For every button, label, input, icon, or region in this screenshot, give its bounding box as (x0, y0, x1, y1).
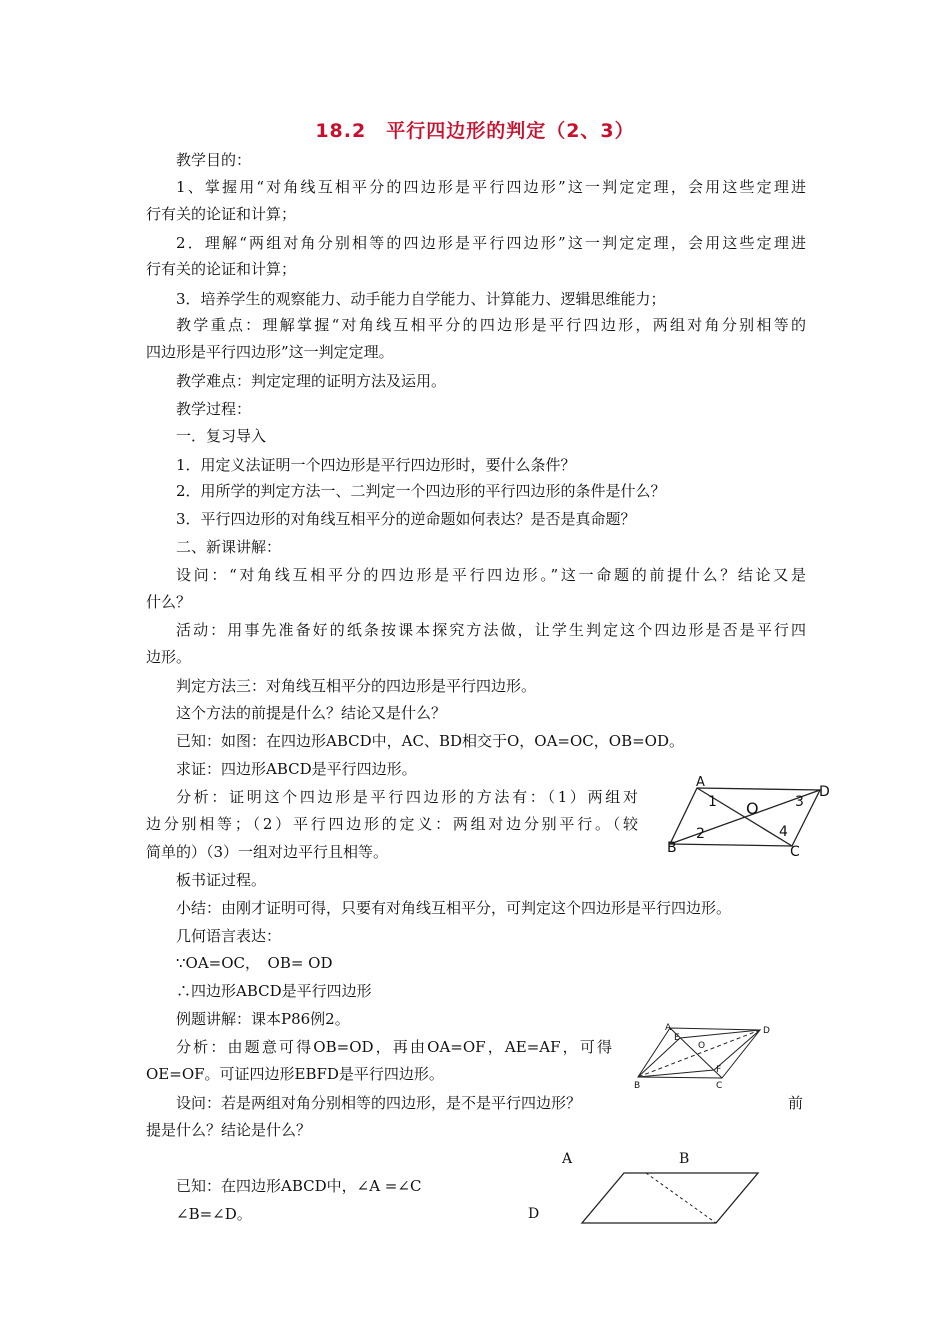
text-line: 3．培养学生的观察能力、动手能力自学能力、计算能力、逻辑思维能力； (176, 290, 666, 308)
text-line: 行有关的论证和计算； (146, 260, 297, 278)
text-line: 提是什么？结论是什么？ (146, 1121, 312, 1139)
text-line: 1．用定义法证明一个四边形是平行四边形时，要什么条件？ (176, 456, 576, 474)
text-line: 二、新课讲解： (176, 538, 282, 556)
angle-label-2: 2 (696, 826, 705, 842)
text-line: ∵OA=OC， OB= OD (176, 954, 333, 972)
text-line: 判定方法三：对角线互相平分的四边形是平行四边形。 (176, 677, 537, 695)
text-line: 教学难点：判定定理的证明方法及运用。 (176, 372, 447, 390)
text-line: 几何语言表达： (176, 927, 282, 945)
label-b: B (667, 840, 677, 856)
label-a: A (562, 1151, 573, 1167)
text-line: 例题讲解：课本P86例2。 (176, 1010, 350, 1028)
text-line: 1、掌握用“对角线互相平分的四边形是平行四边形”这一判定定理，会用这些定理进 (176, 178, 806, 196)
text-line: 什么？ (146, 593, 192, 611)
label-d: D (528, 1206, 540, 1222)
page-title: 18.2 平行四边形的判定（2、3） (315, 120, 635, 142)
label-d: D (763, 1026, 770, 1036)
label-a: A (665, 1023, 672, 1033)
angle-label-4: 4 (779, 824, 788, 840)
text-line: 教学目的： (176, 151, 252, 169)
text-line: 教学过程： (176, 400, 252, 418)
text-line: 2．理解“两组对角分别相等的四边形是平行四边形”这一判定定理，会用这些定理进 (176, 234, 806, 252)
text-line: 设问：“对角线互相平分的四边形是平行四边形。”这一命题的前提什么？结论又是 (176, 566, 806, 584)
label-c: C (716, 1081, 723, 1091)
angle-label-3: 3 (795, 794, 804, 810)
parallelogram-figure-1 (662, 774, 842, 858)
text-line: 分析：由题意可得OB=OD，再由OA=OF，AE=AF，可得 (176, 1038, 612, 1056)
label-a: A (696, 775, 705, 790)
label-b: B (679, 1151, 690, 1167)
text-line: 分析：证明这个四边形是平行四边形的方法有：（1）两组对 (176, 788, 638, 806)
text-line: 已知：如图：在四边形ABCD中，AC、BD相交于O，OA=OC，OB=OD。 (176, 732, 684, 750)
label-d: D (819, 784, 830, 800)
text-line: 边分别相等；（2）平行四边形的定义：两组对边分别平行。（较 (146, 815, 638, 833)
text-line: 求证：四边形ABCD是平行四边形。 (176, 760, 417, 778)
text-line: OE=OF。可证四边形EBFD是平行四边形。 (146, 1065, 444, 1083)
parallelogram-figure-2 (630, 1020, 780, 1096)
text-line: ∴四边形ABCD是平行四边形 (176, 982, 372, 1000)
text-line: 设问：若是两组对角分别相等的四边形，是不是平行四边形？ (176, 1094, 582, 1112)
text-line: 板书证过程。 (176, 871, 267, 889)
text-line: 边形。 (146, 648, 192, 666)
parallelogram-figure-3 (578, 1170, 762, 1226)
label-f: F (716, 1065, 722, 1075)
text-line: 小结：由刚才证明可得，只要有对角线互相平分，可判定这个四边形是平行四边形。 (176, 899, 732, 917)
angle-label-1: 1 (708, 794, 717, 810)
text-line: 已知：在四边形ABCD中，∠A =∠C (176, 1177, 422, 1195)
label-b: B (634, 1081, 641, 1091)
text-line: 这个方法的前提是什么？结论又是什么？ (176, 704, 447, 722)
text-line: 2．用所学的判定方法一、二判定一个四边形的平行四边形的条件是什么？ (176, 482, 666, 500)
text-line: ∠B=∠D。 (176, 1205, 252, 1223)
label-o: O (698, 1041, 706, 1051)
text-line: 前 (788, 1094, 804, 1112)
text-line: 行有关的论证和计算； (146, 205, 297, 223)
text-line: 教学重点：理解掌握“对角线互相平分的四边形是平行四边形，两组对角分别相等的 (176, 316, 806, 334)
text-line: 四边形是平行四边形”这一判定定理。 (146, 343, 394, 361)
text-line: 一．复习导入 (176, 427, 267, 445)
label-e: E (674, 1033, 680, 1043)
label-o: O (746, 799, 759, 818)
text-line: 简单的）（3）一组对边平行且相等。 (146, 843, 389, 861)
text-line: 3．平行四边形的对角线互相平分的逆命题如何表达？是否是真命题？ (176, 510, 636, 528)
label-c: C (790, 844, 800, 858)
text-line: 活动：用事先准备好的纸条按课本探究方法做，让学生判定这个四边形是否是平行四 (176, 621, 806, 639)
